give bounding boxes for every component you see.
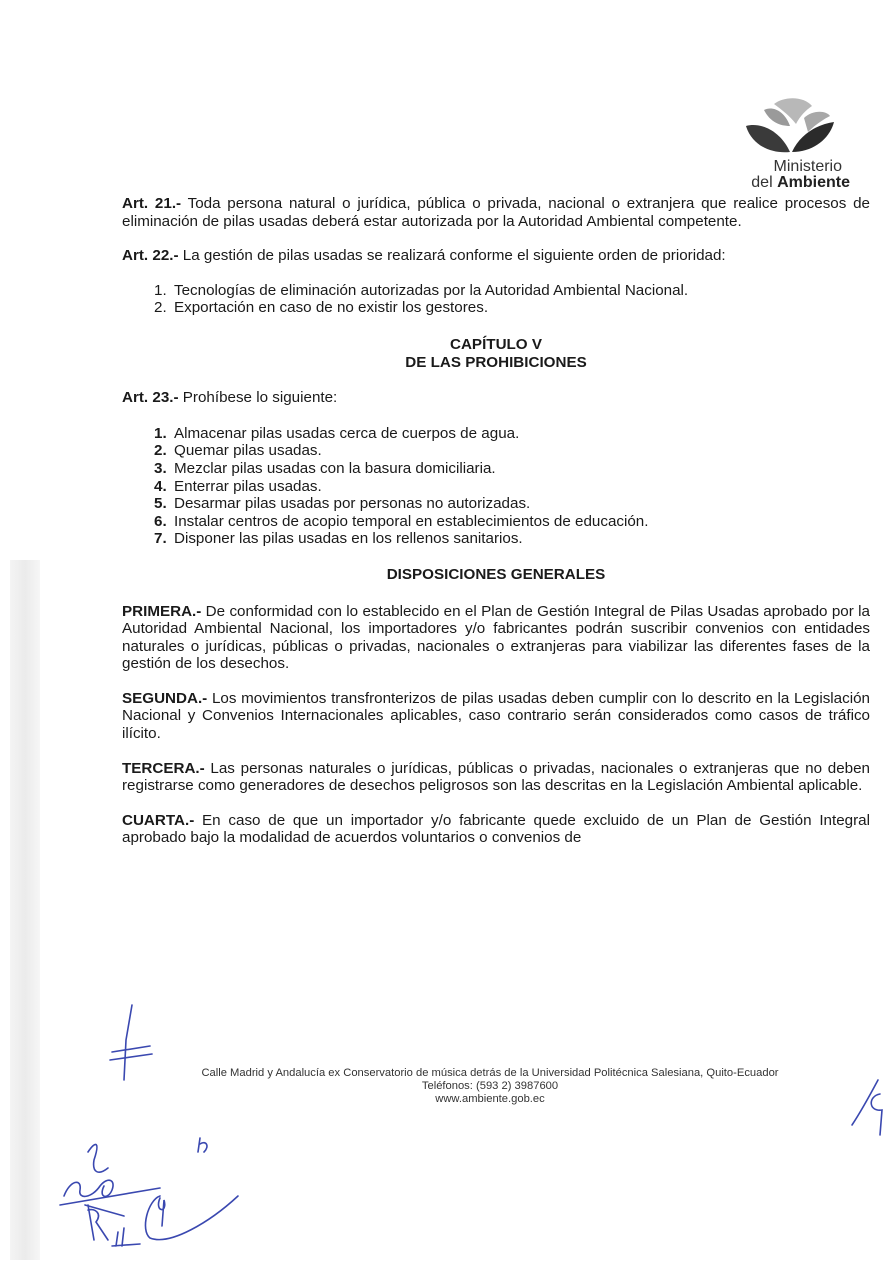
signature-stroke-cross: [85, 1205, 124, 1216]
provision-primera: PRIMERA.- De conformidad con lo establecido en el Plan de Gestión Integral de Pilas Usadas aprobado por la Autoridad Ambiental Nacional, los importadores y/o fabricantes podrán suscribir convenios con entidades naturales o jurídicas, públicas o privadas, nacionales o extranjeras para viabilizar las diferentes fases de la gestión de los desechos.: [122, 602, 870, 673]
general-provisions-heading: DISPOSICIONES GENERALES: [386, 565, 606, 583]
list-item: 4. Enterrar pilas usadas.: [154, 477, 322, 495]
provision-tercera: TERCERA.- Las personas naturales o jurídicas, públicas o privadas, nacionales o extranjeras que no deben registrarse como generadores de desechos peligrosos son las descritas en la Legislación Ambiental aplicable.: [122, 759, 870, 795]
list-item: 5. Desarmar pilas usadas por personas no autorizadas.: [154, 495, 531, 513]
article-22: Art. 22.- La gestión de pilas usadas se realizará conforme el siguiente orden de prioridad:: [122, 247, 726, 265]
list-item: 1. Tecnologías de eliminación autorizadas por la Autoridad Ambiental Nacional.: [154, 281, 689, 299]
list-item: 3. Mezclar pilas usadas con la basura domiciliaria.: [154, 459, 496, 477]
signature-stroke-u: [112, 1228, 140, 1246]
list-item: 2. Quemar pilas usadas.: [154, 442, 322, 460]
signature-stroke-2: [110, 1054, 152, 1060]
signature-stroke-b: [64, 1180, 113, 1196]
article-21: Art. 21.- Toda persona natural o jurídica, pública o privada, nacional o extranjera que realice procesos de eliminación de pilas usadas deberá estar autorizada por la Autoridad Ambiental competente.: [122, 195, 870, 230]
list-item: 6. Instalar centros de acopio temporal en establecimientos de educación.: [154, 512, 649, 530]
list-item: 1. Almacenar pilas usadas cerca de cuerpos de agua.: [154, 424, 520, 442]
chapter-heading: CAPÍTULO V DE LAS PROHIBICIONES: [405, 335, 587, 371]
signature-stroke-q: [158, 1198, 164, 1226]
provision-cuarta: CUARTA.- En caso de que un importador y/o fabricante quede excluido de un Plan de Gestión Integral aprobado bajo la modalidad de acuerdos voluntarios o convenios de: [122, 811, 870, 847]
logo-text-line1: Ministerio: [773, 158, 842, 175]
footer-phone: Teléfonos: (593 2) 3987600: [421, 1079, 559, 1092]
list-item: 2. Exportación en caso de no existir los gestores.: [154, 299, 489, 317]
signature-stroke-fu: [88, 1144, 108, 1172]
signature-stroke-k: [198, 1138, 207, 1152]
signature-stroke-right-9: [871, 1094, 882, 1135]
logo-text-line2: del Ambiente: [751, 174, 850, 191]
list-item: 7. Disponer las pilas usadas en los rellenos sanitarios.: [154, 530, 523, 548]
signature-stroke-underline: [60, 1188, 160, 1205]
signature-stroke-right-slash: [852, 1080, 878, 1125]
signature-stroke-1: [112, 1046, 150, 1052]
footer-address: Calle Madrid y Andalucía ex Conservatorio de música detrás de la Universidad Politécnica Salesiana, Quito-Ecuador: [201, 1067, 779, 1079]
footer-website: www.ambiente.gob.ec: [435, 1092, 545, 1105]
signature-stroke-vertical: [124, 1005, 132, 1080]
provision-segunda: SEGUNDA.- Los movimientos transfronterizos de pilas usadas deben cumplir con lo descrito en la Legislación Nacional y Convenios Internacionales aplicables, caso contrario serán considerados como casos de tráfico ilícito.: [122, 689, 870, 743]
article-23: Art. 23.- Prohíbese lo siguiente:: [122, 389, 338, 407]
